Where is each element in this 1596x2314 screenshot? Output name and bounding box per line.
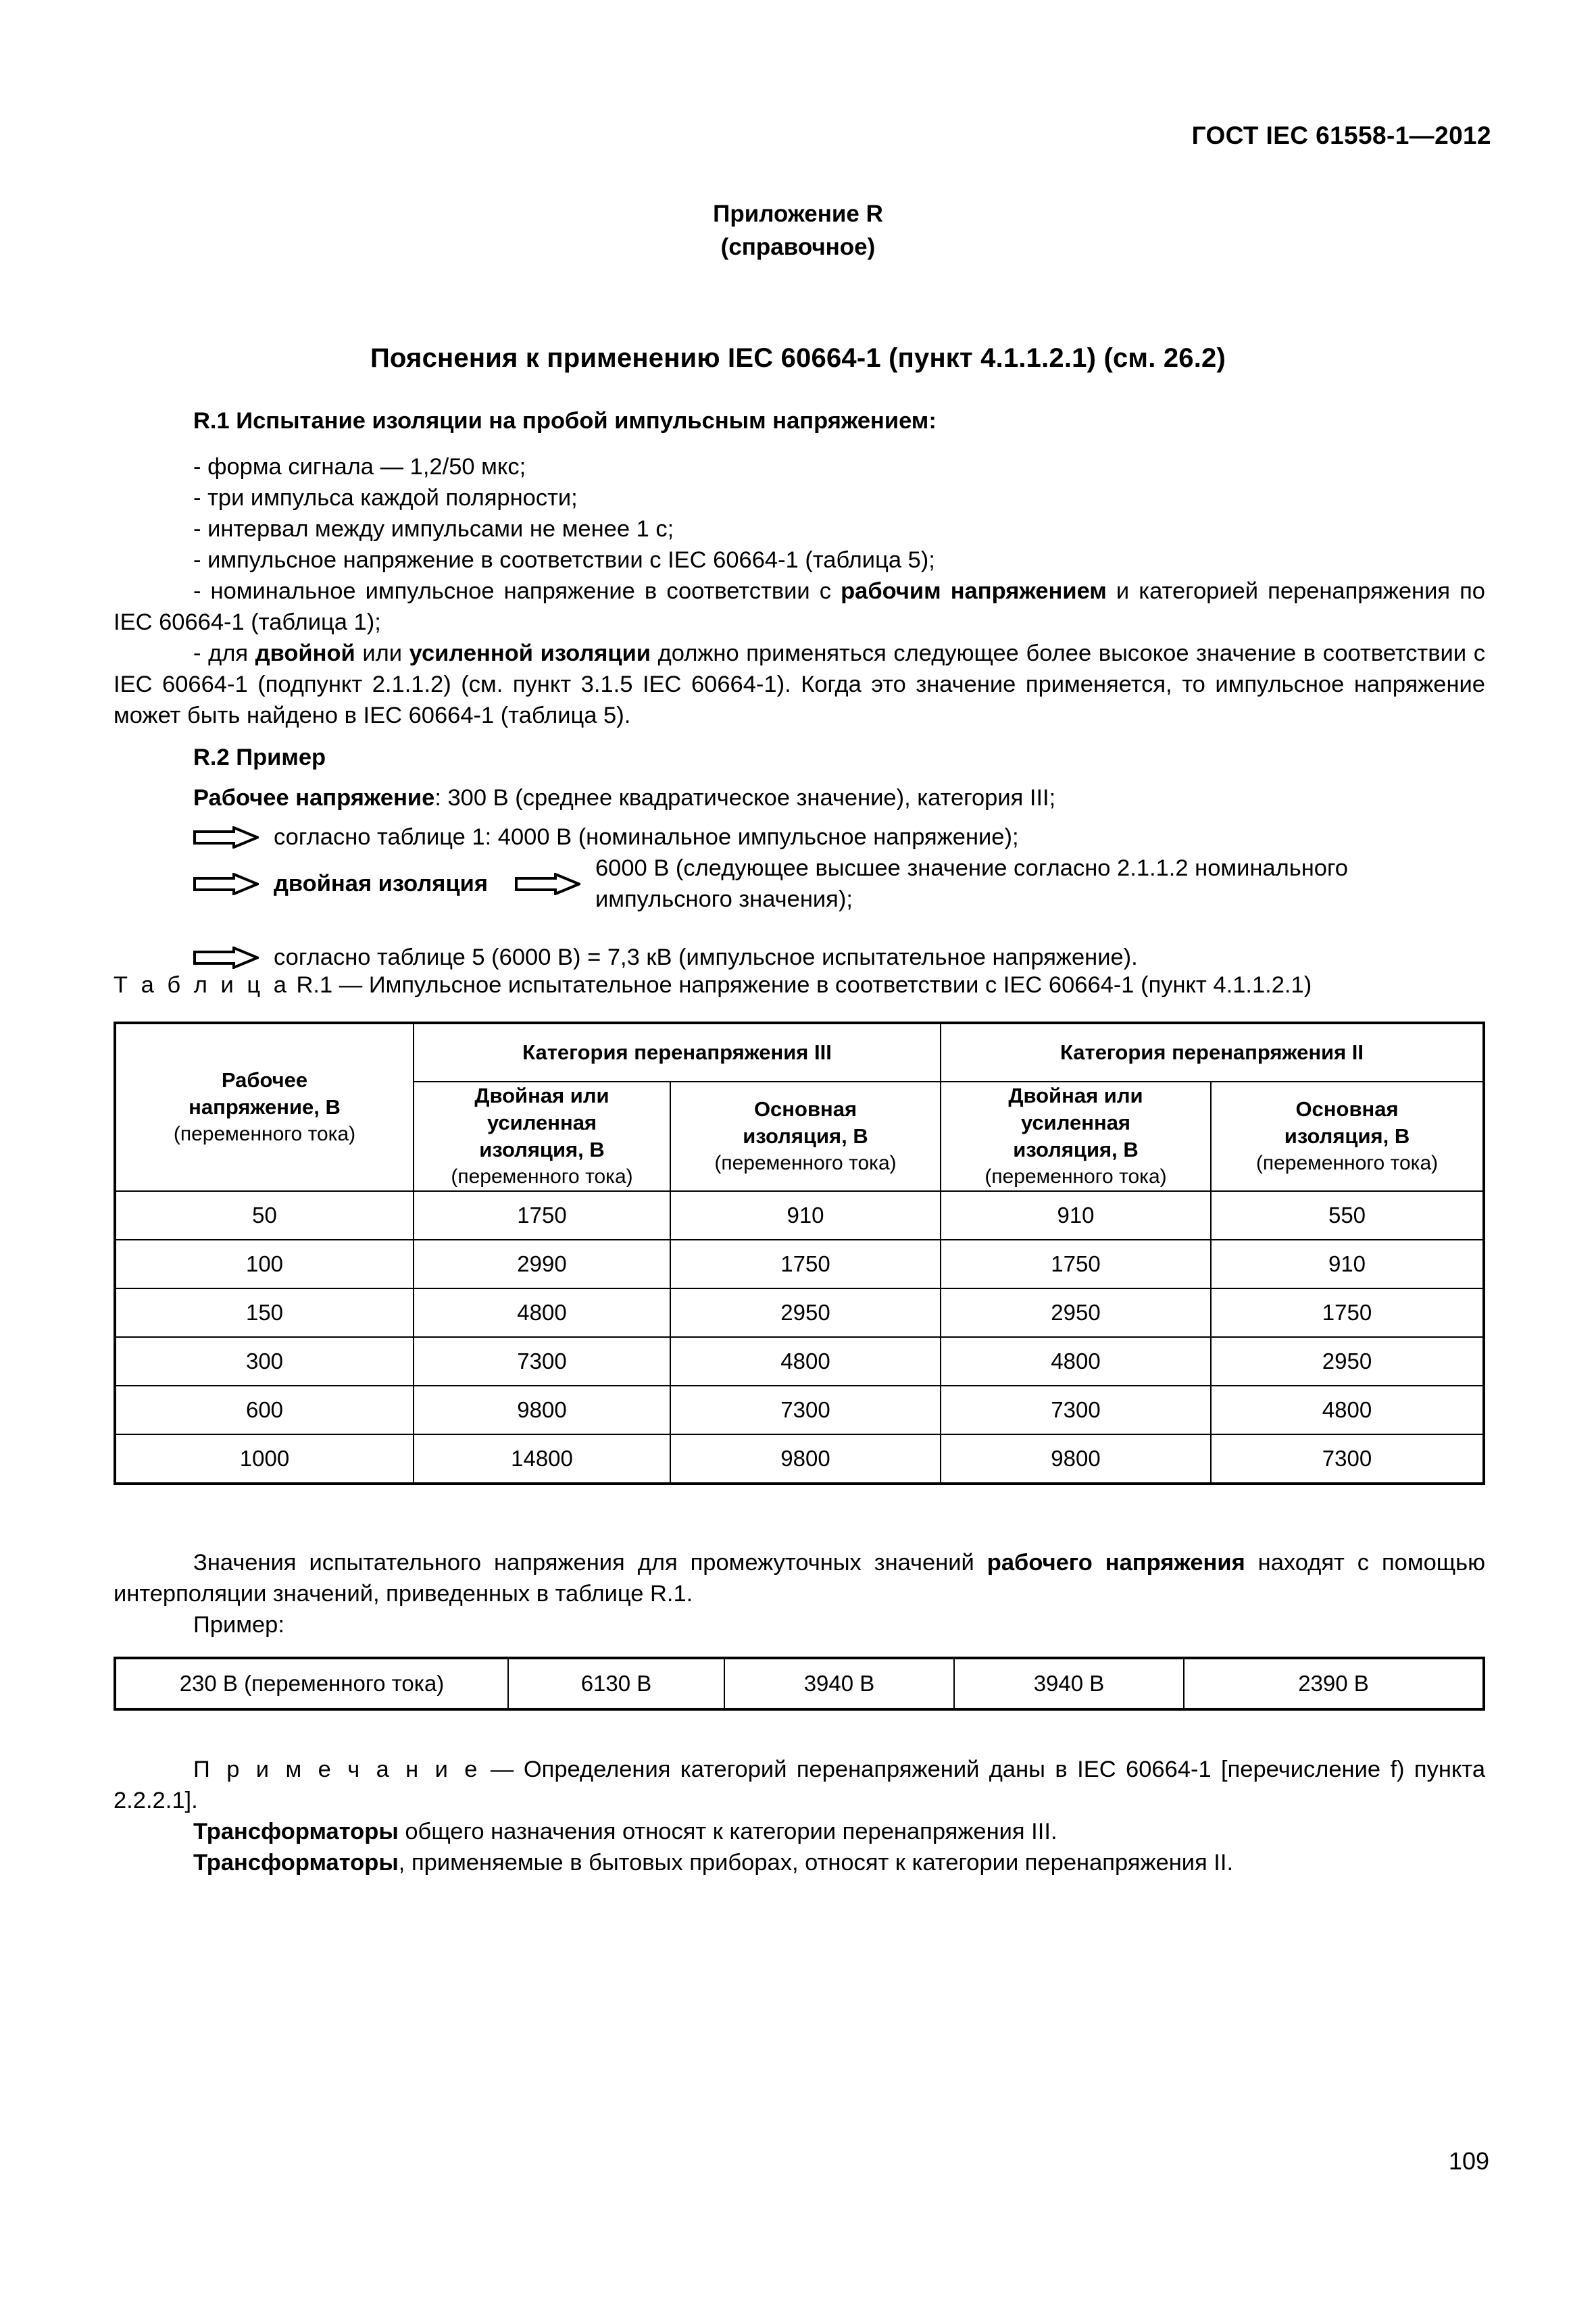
th-working-voltage (116, 1024, 414, 1191)
right-block-arrow-icon (515, 873, 580, 895)
cell-cat2-double: 9800 (941, 1434, 1211, 1482)
note-text: — Определения категорий перенапряжений даны в IEC 60664-1 [перечисление f) пункта 2.2.2.1]. (114, 1757, 1486, 1813)
transformers-general-para (114, 1816, 1485, 1847)
r2-arrow-line-2 (114, 853, 1485, 915)
section-r1-heading: R.1 Испытание изоляции на пробой импульсным напряжением: (193, 408, 937, 434)
r1-nominal-part-c: и категорией перенапряжения по IEC 60664-1 (таблица 1); (114, 578, 1485, 635)
th-group-cat-2: Категория перенапряжения II (941, 1024, 1482, 1082)
example-table-body (116, 1659, 1482, 1708)
note-label: П р и м е ч а н и е (193, 1757, 481, 1782)
th-cat2-double-l3: изоляция, В (1013, 1138, 1139, 1161)
table-r1-caption (114, 970, 1485, 1001)
cell-cat2-basic: 1750 (1211, 1288, 1482, 1337)
page-number: 109 (1448, 2147, 1489, 2175)
cell-cat3-double: 14800 (414, 1434, 670, 1482)
r1-double-part-c: или (355, 640, 409, 666)
table-r1-head (116, 1024, 1482, 1191)
transformers-bold-1: Трансформаторы (193, 1819, 399, 1844)
cell-working-voltage: 300 (116, 1337, 414, 1386)
transformers-bold-2: Трансформаторы (193, 1850, 399, 1876)
table-r1-caption-rest: R.1 — Импульсное испытательное напряжение в соответствии с IEC 60664-1 (пункт 4.1.1.2.1) (296, 972, 1312, 998)
cell-cat2-basic: 550 (1211, 1191, 1482, 1240)
cell-cat3-basic: 1750 (670, 1240, 941, 1288)
cell-cat3-double: 4800 (414, 1288, 670, 1337)
th-cat2-basic (1211, 1082, 1482, 1191)
r2-arrow-line-3 (114, 942, 1485, 973)
cell-working-voltage: 150 (116, 1288, 414, 1337)
section-r2 (114, 742, 1485, 973)
table-row (116, 1337, 1482, 1386)
cell-cat3-basic: 910 (670, 1191, 941, 1240)
r1-double-part-e: должно применяться следующее более высокое значение в соответствии с IEC 60664-1 (подпункт 2.1.1.2) (см. пункт 3.1.5 IEC 60664-1). Когда это значение применяется, то импульсное напряжение может быть найдено в IEC 60664-1 (таблица 5). (114, 640, 1485, 728)
r2-arrow-1-text: согласно таблице 1: 4000 В (номинальное импульсное напряжение); (274, 824, 1019, 850)
th-cat3-basic-l2: изоляция, В (743, 1124, 868, 1148)
after-table-text (114, 1547, 1485, 1640)
r1-para-double (114, 638, 1485, 731)
r1-double-bold-2: усиленной изоляции (409, 640, 651, 666)
cell-working-voltage: 600 (116, 1386, 414, 1434)
r2-arrow-2-bold: двойная изоляция (274, 871, 488, 897)
table-r1-caption-text (114, 970, 1485, 1001)
cell-example-working-voltage: 230 В (переменного тока) (116, 1659, 508, 1708)
right-block-arrow-icon (193, 947, 259, 969)
th-cat3-double (414, 1082, 670, 1191)
cell-cat2-double: 910 (941, 1191, 1211, 1240)
cell-cat3-double: 2990 (414, 1240, 670, 1288)
th-cat2-double-l1: Двойная или (1008, 1084, 1143, 1107)
interpolation-para (114, 1547, 1485, 1609)
r1-double-bold-1: двойной (255, 640, 355, 666)
cell-cat2-basic: 2950 (1211, 1337, 1482, 1386)
r1-double-part-a: - для (193, 640, 255, 666)
table-r1-grid (116, 1024, 1482, 1482)
r2-working-label: Рабочее напряжение (193, 785, 435, 811)
th-group-cat-3: Категория перенапряжения III (414, 1024, 941, 1082)
transformers-household-para (114, 1847, 1485, 1878)
cell-example-cat2-basic: 2390 В (1298, 1671, 1369, 1696)
running-header: ГОСТ IEC 61558-1—2012 (1191, 122, 1491, 149)
cell-cat2-double: 7300 (941, 1386, 1211, 1434)
cell-cat3-basic: 7300 (670, 1386, 941, 1434)
r2-working-voltage (114, 782, 1485, 813)
cell-cat2-double: 1750 (941, 1240, 1211, 1288)
th-cat2-double-l2: усиленная (1020, 1111, 1131, 1134)
r2-arrow-line-1 (114, 822, 1485, 853)
cell-example-cat3-double: 6130 В (508, 1659, 724, 1708)
right-block-arrow-icon (193, 826, 259, 849)
cell-cat3-basic: 2950 (670, 1288, 941, 1337)
th-cat3-basic (670, 1082, 941, 1191)
cell-cat2-double: 4800 (941, 1337, 1211, 1386)
note-paragraph (114, 1754, 1485, 1816)
th-cat2-double (941, 1082, 1211, 1191)
section-r2-heading: R.2 Пример (193, 745, 326, 770)
table-r1-body (116, 1191, 1482, 1482)
r1-item-interval: - интервал между импульсами не менее 1 с; (193, 516, 674, 542)
th-cat2-basic-l2: изоляция, В (1284, 1124, 1410, 1148)
r1-nominal-bold: рабочим напряжением (841, 578, 1107, 604)
cell-cat2-basic: 7300 (1211, 1434, 1482, 1482)
table-row (116, 1386, 1482, 1434)
table-row (116, 1288, 1482, 1337)
right-block-arrow-icon (193, 873, 259, 895)
annex-subtitle: (справочное) (720, 234, 876, 260)
cell-cat2-double: 2950 (941, 1288, 1211, 1337)
section-r1 (114, 405, 1485, 731)
r1-item-waveform: - форма сигнала — 1,2/50 мкс; (193, 454, 526, 480)
table-r1-header-row-1 (116, 1024, 1482, 1082)
th-working-line2: напряжение, В (189, 1095, 341, 1119)
example-table (114, 1657, 1485, 1711)
table-row (116, 1240, 1482, 1288)
interp-part-a: Значения испытательного напряжения для промежуточных значений (193, 1550, 987, 1576)
table-row (116, 1434, 1482, 1482)
r2-arrow-2-text: 6000 В (следующее высшее значение согласно 2.1.1.2 номинального импульсного значения); (595, 855, 1348, 912)
r2-arrow-3-text: согласно таблице 5 (6000 В) = 7,3 кВ (импульсное испытательное напряжение). (274, 945, 1138, 970)
table-r1-caption-label: Т а б л и ц а (114, 972, 290, 998)
r1-item-pulses: - три импульса каждой полярности; (193, 485, 578, 511)
table-row (116, 1659, 1482, 1708)
th-cat3-double-l1: Двойная или (474, 1084, 609, 1107)
cell-example-cat2-double: 3940 В (954, 1659, 1184, 1708)
th-cat3-double-l3: изоляция, В (479, 1138, 605, 1161)
table-r1 (114, 1022, 1485, 1485)
th-cat3-double-l2: усиленная (487, 1111, 597, 1134)
th-cat2-basic-note: (переменного тока) (1255, 1152, 1439, 1174)
cell-working-voltage: 50 (116, 1191, 414, 1240)
cell-working-voltage: 1000 (116, 1434, 414, 1482)
th-cat2-basic-l1: Основная (1295, 1097, 1399, 1121)
cell-cat3-double: 7300 (414, 1337, 670, 1386)
annex-title-block (0, 197, 1596, 263)
notes-block (114, 1754, 1485, 1878)
cell-cat2-basic: 910 (1211, 1240, 1482, 1288)
th-cat3-basic-note: (переменного тока) (714, 1152, 897, 1174)
transformers-rest-2: , применяемые в бытовых приборах, относят к категории перенапряжения II. (398, 1850, 1234, 1876)
cell-working-voltage: 100 (116, 1240, 414, 1288)
th-cat2-double-note: (переменного тока) (984, 1165, 1167, 1188)
cell-example-cat3-basic: 3940 В (724, 1659, 954, 1708)
example-label: Пример: (193, 1612, 284, 1638)
r1-para-nominal (114, 576, 1485, 638)
r2-working-value: : 300 В (среднее квадратическое значение), категория III; (434, 785, 1056, 811)
cell-cat3-double: 1750 (414, 1191, 670, 1240)
th-working-note: (переменного тока) (173, 1123, 356, 1145)
interp-bold: рабочего напряжения (987, 1550, 1245, 1576)
r1-item-impulse-voltage: - импульсное напряжение в соответствии с IEC 60664-1 (таблица 5); (193, 547, 935, 573)
cell-cat3-basic: 4800 (670, 1337, 941, 1386)
cell-cat3-double: 9800 (414, 1386, 670, 1434)
th-cat3-basic-l1: Основная (753, 1097, 857, 1121)
cell-cat3-basic: 9800 (670, 1434, 941, 1482)
r1-nominal-part-a: - номинальное импульсное напряжение в соответствии с (193, 578, 841, 604)
example-table-grid (116, 1659, 1482, 1708)
page-title: Пояснения к применению IEC 60664-1 (пункт 4.1.1.2.1) (см. 26.2) (370, 343, 1226, 373)
th-cat3-double-note: (переменного тока) (451, 1165, 633, 1188)
cell-cat2-basic: 4800 (1211, 1386, 1482, 1434)
th-working-line1: Рабочее (221, 1068, 308, 1092)
annex-title: Приложение R (713, 201, 883, 227)
transformers-rest-1: общего назначения относят к категории перенапряжения III. (398, 1819, 1057, 1844)
table-row (116, 1191, 1482, 1240)
interp-part-c: находят с помощью интерполяции значений, приведенных в таблице R.1. (114, 1550, 1485, 1607)
